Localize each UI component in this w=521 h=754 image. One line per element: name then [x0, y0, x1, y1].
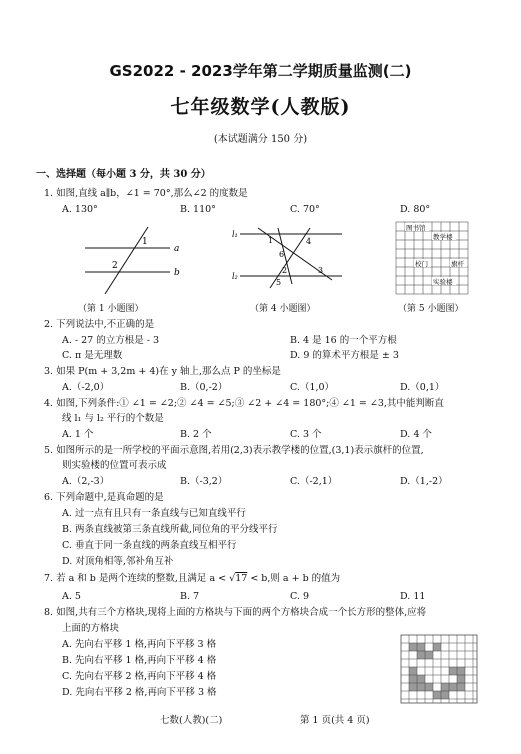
q7-radicand: 17: [235, 573, 248, 584]
angle-3: 3: [318, 266, 324, 275]
q4-option-b: B. 2 个: [180, 429, 212, 440]
q4-stem-line2: 线 l₁ 与 l₂ 平行的个数是: [62, 413, 164, 424]
lab-label: 实验楼: [433, 278, 453, 286]
q7-option-c: C. 9: [290, 591, 310, 602]
footer-subject: 七数(人教)(二): [160, 715, 223, 726]
angle-2: 2: [282, 266, 288, 275]
q6-option-b: B. 两条直线被第三条直线所截,同位角的平分线平行: [62, 524, 278, 535]
q5-stem-line2: 则实验楼的位置可表示成: [62, 460, 167, 471]
figure-q1-caption: （第 1 小题图）: [78, 304, 144, 314]
q4-stem-line1: 4. 如图,下列条件:① ∠1 = ∠2;② ∠4 = ∠5;③ ∠2 + ∠4 = 180°;④ ∠1 = ∠3,其中能判断直: [44, 398, 444, 409]
q8-stem-line2: 上面的方格块: [62, 623, 120, 634]
figure-q1: [70, 222, 185, 300]
figure-q5: [394, 220, 470, 296]
q2-option-b: B. 4 是 16 的一个平方根: [290, 335, 397, 346]
q7-option-b: B. 7: [180, 591, 200, 602]
q5-option-b: B.（-3,2）: [180, 476, 228, 487]
q1-option-a: A. 130°: [62, 204, 98, 215]
q6-option-c: C. 垂直于同一条直线的两条直线互相平行: [62, 540, 237, 551]
q6-option-a: A. 过一点有且只有一条直线与已知直线平行: [62, 508, 246, 519]
q2-stem: 2. 下列说法中,不正确的是: [44, 319, 155, 330]
angle-5: 5: [276, 278, 282, 287]
q1-option-c: C. 70°: [290, 204, 320, 215]
q7-option-d: D. 11: [400, 591, 426, 602]
q2-option-d: D. 9 的算术平方根是 ± 3: [290, 350, 399, 361]
exam-title: GS2022 - 2023学年第二学期质量监测(二): [109, 62, 412, 80]
figure-q4-caption: （第 4 小题图）: [250, 304, 316, 314]
line-b-label: b: [174, 268, 180, 278]
q4-option-a: A. 1 个: [62, 429, 94, 440]
q5-option-a: A.（2,-3）: [62, 476, 110, 487]
q8-option-d: D. 先向右平移 2 格,再向下平移 3 格: [62, 687, 217, 698]
q8-option-b: B. 先向右平移 1 格,再向下平移 4 格: [62, 655, 217, 666]
figure-q5-caption: （第 5 小题图）: [398, 304, 464, 314]
library-label: 图书馆: [406, 224, 426, 232]
line-a-label: a: [174, 244, 180, 254]
flagpole-label: 旗杆: [451, 260, 464, 268]
exam-subtitle: 七年级数学(人教版): [170, 96, 351, 118]
l1-label: l₁: [232, 230, 238, 239]
teaching-label: 教学楼: [433, 233, 453, 241]
q1-option-b: B. 110°: [180, 204, 216, 215]
figure-q8: [400, 634, 478, 704]
q2-option-a: A. - 27 的立方根是 - 3: [62, 335, 160, 346]
q7-option-a: A. 5: [62, 591, 81, 602]
angle-2-label: 2: [112, 261, 118, 271]
q7-stem-post: < b,则 a + b 的值为: [250, 573, 341, 584]
q6-stem: 6. 下列命题中,是真命题的是: [44, 492, 164, 503]
q7-stem-pre: 7. 若 a 和 b 是两个连续的整数,且满足 a <: [44, 573, 227, 584]
figure-q4: [230, 224, 345, 294]
q4-option-d: D. 4 个: [400, 429, 432, 440]
score-note: (本试题满分 150 分): [213, 134, 308, 145]
angle-1: 1: [268, 236, 274, 245]
q1-option-d: D. 80°: [400, 204, 431, 215]
q3-option-a: A.（-2,0）: [62, 382, 110, 393]
q2-option-c: C. π 是无理数: [62, 350, 123, 361]
angle-4: 4: [306, 237, 312, 246]
q1-stem: 1. 如图,直线 a∥b，∠1 = 70°,那么∠2 的度数是: [44, 188, 248, 199]
q3-option-c: C.（1,0）: [290, 382, 335, 393]
q3-option-d: D.（0,1）: [400, 382, 445, 393]
q4-option-c: C. 3 个: [290, 429, 322, 440]
l2-label: l₂: [232, 272, 238, 281]
q8-option-c: C. 先向右平移 2 格,再向下平移 4 格: [62, 671, 217, 682]
section-heading: 一、选择题（每小题 3 分，共 30 分）: [36, 169, 211, 180]
q6-option-d: D. 对顶角相等,邻补角互补: [62, 556, 174, 567]
angle-1-label: 1: [142, 237, 148, 247]
q5-stem-line1: 5. 如图所示的是一所学校的平面示意图,若用(2,3)表示教学楼的位置,(3,1)表示旗杆的位置,: [44, 445, 424, 456]
q8-stem-line1: 8. 如图,共有三个方格块,现将上面的方格块与下面的两个方格块合成一个长方形的整体,应将: [44, 607, 427, 618]
sqrt-symbol: √17: [229, 573, 248, 584]
q8-option-a: A. 先向右平移 1 格,再向下平移 3 格: [62, 639, 217, 650]
gate-label: 校门: [415, 260, 428, 268]
q3-stem: 3. 如果 P(m + 3,2m + 4)在 y 轴上,那么点 P 的坐标是: [44, 366, 281, 377]
q5-option-c: C.（-2,1）: [290, 476, 338, 487]
footer-page: 第 1 页(共 4 页): [300, 715, 370, 726]
q5-option-d: D.（1,-2）: [400, 476, 448, 487]
q3-option-b: B.（0,-2）: [180, 382, 228, 393]
angle-6: 6: [279, 250, 285, 259]
q7-stem: [44, 572, 340, 585]
